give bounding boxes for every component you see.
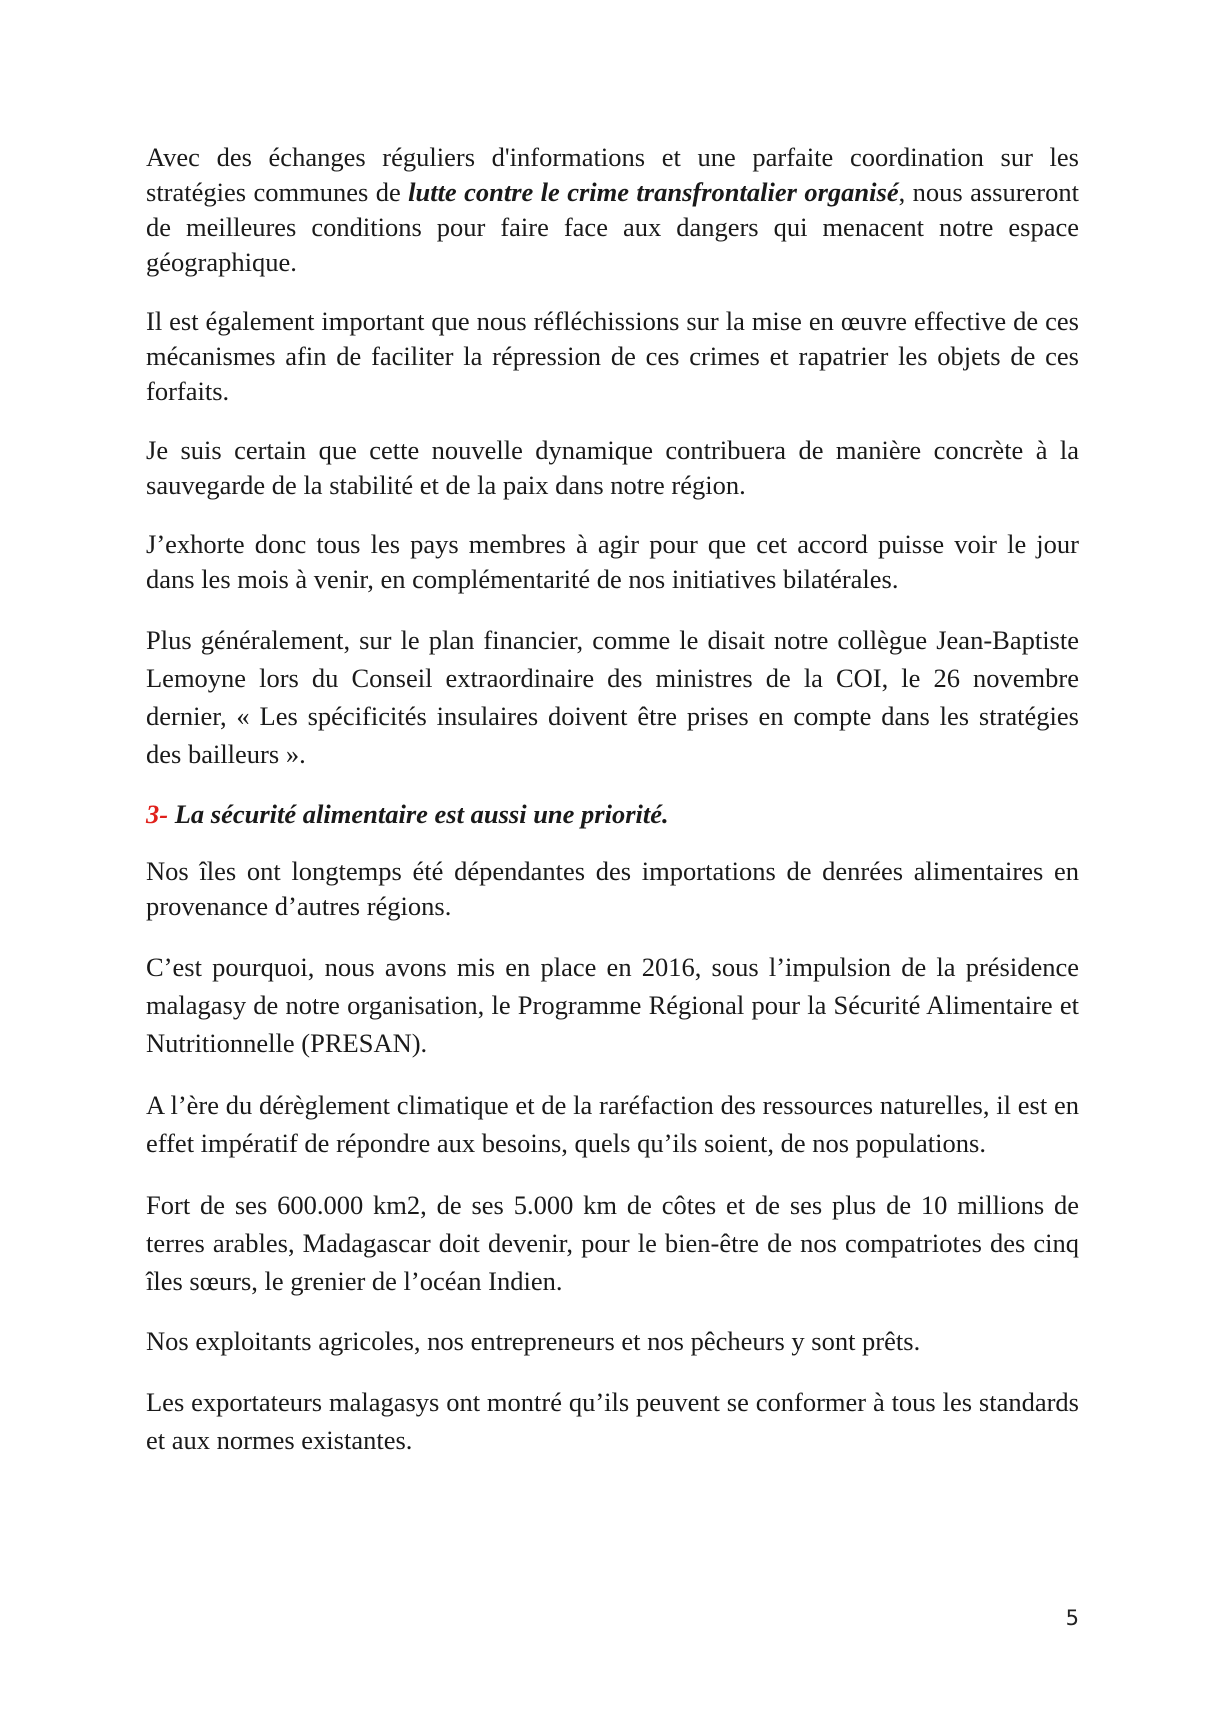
paragraph-exhortation: J’exhorte donc tous les pays membres à agir pour que cet accord puisse voir le jour dans les mois à venir, en complémentarité de nos initiatives bilatérales. bbox=[146, 529, 1079, 594]
paragraph-text: , nous assureront de meilleures conditions pour faire face aux dangers qui menacent notre espace géographique. bbox=[146, 177, 1079, 277]
section-title: La sécurité alimentaire est aussi une priorité. bbox=[168, 799, 669, 829]
paragraph-presan: C’est pourquoi, nous avons mis en place en 2016, sous l’impulsion de la présidence malagasy de notre organisation, le Programme Régional pour la Sécurité Alimentaire et Nutritionnelle (PRESAN). bbox=[146, 952, 1079, 1058]
emphasis-text: lutte contre le crime transfrontalier organisé bbox=[408, 177, 899, 207]
document-body bbox=[146, 140, 1079, 1483]
paragraph-farmers: Nos exploitants agricoles, nos entrepreneurs et nos pêcheurs y sont prêts. bbox=[146, 1326, 921, 1356]
paragraph-crime-coordination bbox=[146, 140, 1079, 280]
section-heading bbox=[146, 797, 1079, 832]
section-number: 3- bbox=[146, 799, 169, 829]
paragraph-financial: Plus généralement, sur le plan financier, comme le disait notre collègue Jean-Baptiste Lemoyne lors du Conseil extraordinaire des ministres de la COI, le 26 novembre dernier, « Les spécificités insulaires doivent être prises en compte dans les stratégies des bailleurs ». bbox=[146, 625, 1079, 769]
paragraph-text: Avec des échanges réguliers d'informations et une parfaite coordination sur les stratégies communes de bbox=[146, 142, 1079, 207]
paragraph-stability: Je suis certain que cette nouvelle dynamique contribuera de manière concrète à la sauvegarde de la stabilité et de la paix dans notre région. bbox=[146, 435, 1079, 500]
paragraph-mechanisms: Il est également important que nous réfléchissions sur la mise en œuvre effective de ces mécanismes afin de faciliter la répression de ces crimes et rapatrier les objets de ces forfaits. bbox=[146, 306, 1079, 406]
paragraph-imports: Nos îles ont longtemps été dépendantes des importations de denrées alimentaires en provenance d’autres régions. bbox=[146, 856, 1079, 921]
paragraph-climate: A l’ère du dérèglement climatique et de la raréfaction des ressources naturelles, il est en effet impératif de répondre aux besoins, quels qu’ils soient, de nos populations. bbox=[146, 1090, 1079, 1158]
paragraph-madagascar: Fort de ses 600.000 km2, de ses 5.000 km de côtes et de ses plus de 10 millions de terres arables, Madagascar doit devenir, pour le bien-être de nos compatriotes des cinq îles sœurs, le grenier de l’océan Indien. bbox=[146, 1190, 1079, 1296]
paragraph-exporters: Les exportateurs malagasys ont montré qu’ils peuvent se conformer à tous les standards et aux normes existantes. bbox=[146, 1387, 1079, 1455]
page-number: 5 bbox=[1065, 1606, 1079, 1630]
